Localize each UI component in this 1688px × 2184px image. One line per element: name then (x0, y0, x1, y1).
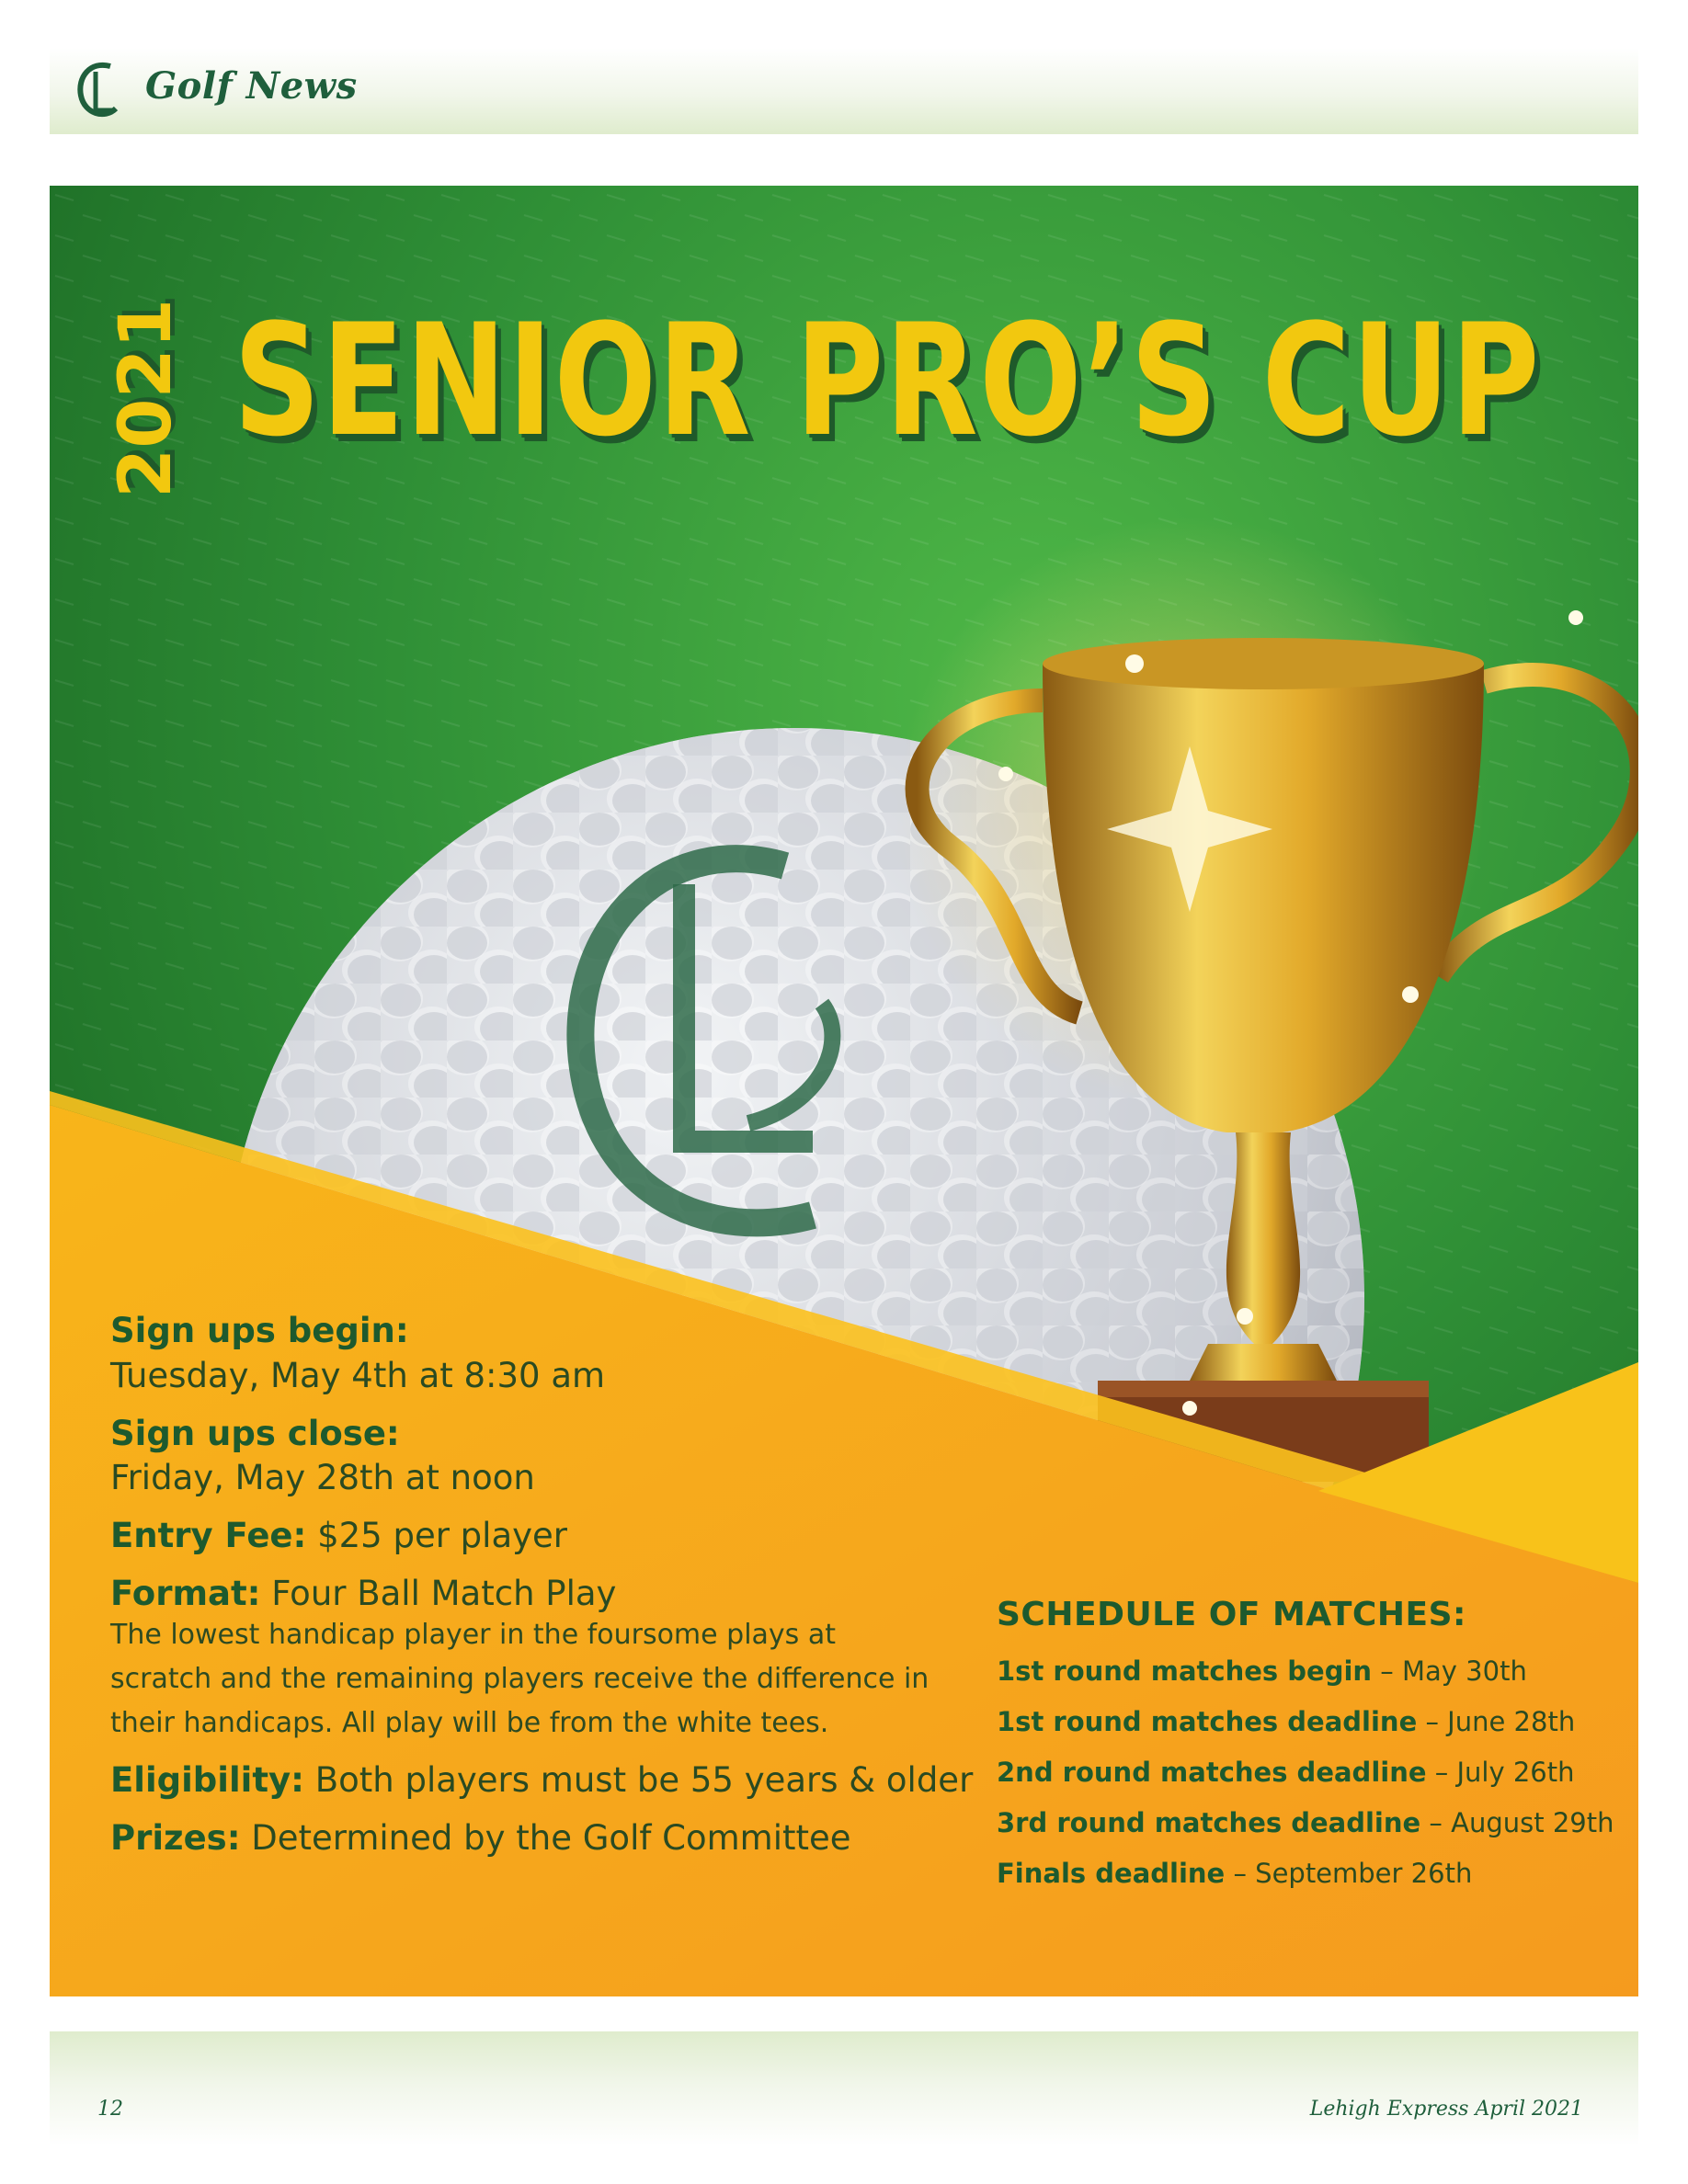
schedule-row-label: 2nd round matches deadline (997, 1757, 1427, 1788)
schedule-row-label: Finals deadline (997, 1858, 1226, 1889)
entry-fee-value: $25 per player (317, 1516, 567, 1556)
schedule-row (997, 1646, 1631, 1697)
eligibility-label: Eligibility: (110, 1759, 304, 1800)
prizes-value: Determined by the Golf Committee (251, 1817, 851, 1858)
signup-close (110, 1412, 993, 1502)
event-poster (50, 186, 1638, 1996)
signup-begin-label: Sign ups begin: (110, 1311, 409, 1350)
prizes (110, 1816, 993, 1861)
schedule-row-label: 1st round matches deadline (997, 1706, 1418, 1737)
format-label: Format: (110, 1574, 261, 1614)
eligibility (110, 1758, 993, 1803)
signup-begin (110, 1309, 993, 1399)
event-details (110, 1309, 993, 1874)
event-year: 2021 (105, 298, 188, 498)
schedule-row (997, 1697, 1631, 1747)
entry-fee-label: Entry Fee: (110, 1516, 307, 1556)
publication-credit: Lehigh Express April 2021 (1309, 2098, 1583, 2121)
schedule-row-date: – August 29th (1429, 1807, 1614, 1838)
footer-band (50, 2031, 1638, 2184)
prizes-label: Prizes: (110, 1817, 241, 1858)
schedule-row-date: – July 26th (1434, 1757, 1575, 1788)
eligibility-value: Both players must be 55 years & older (314, 1759, 974, 1800)
schedule-row-date: – May 30th (1380, 1655, 1527, 1687)
schedule-row-label: 3rd round matches deadline (997, 1807, 1421, 1838)
header-band (50, 48, 1638, 134)
schedule-heading: SCHEDULE OF MATCHES: (997, 1596, 1466, 1633)
schedule-row-label: 1st round matches begin (997, 1655, 1373, 1687)
signup-begin-value: Tuesday, May 4th at 8:30 am (110, 1355, 606, 1395)
format-description: The lowest handicap player in the foursome plays at scratch and the remaining players receive the difference in their handicaps. All play will be from the white tees. (110, 1618, 930, 1739)
schedule-row (997, 1848, 1631, 1899)
format (110, 1572, 993, 1617)
signup-close-label: Sign ups close: (110, 1413, 400, 1453)
format-value: Four Ball Match Play (271, 1574, 617, 1614)
schedule-row (997, 1798, 1631, 1848)
entry-fee (110, 1514, 993, 1559)
schedule-row (997, 1747, 1631, 1798)
club-logo-icon (70, 53, 125, 127)
schedule-of-matches (997, 1596, 1631, 1899)
event-title: SENIOR PRO’S CUP (234, 290, 1541, 471)
schedule-row-date: – June 28th (1425, 1706, 1576, 1737)
signup-close-value: Friday, May 28th at noon (110, 1458, 535, 1498)
schedule-row-date: – September 26th (1233, 1858, 1473, 1889)
section-title: Golf News (145, 64, 358, 108)
page-number: 12 (97, 2098, 123, 2121)
